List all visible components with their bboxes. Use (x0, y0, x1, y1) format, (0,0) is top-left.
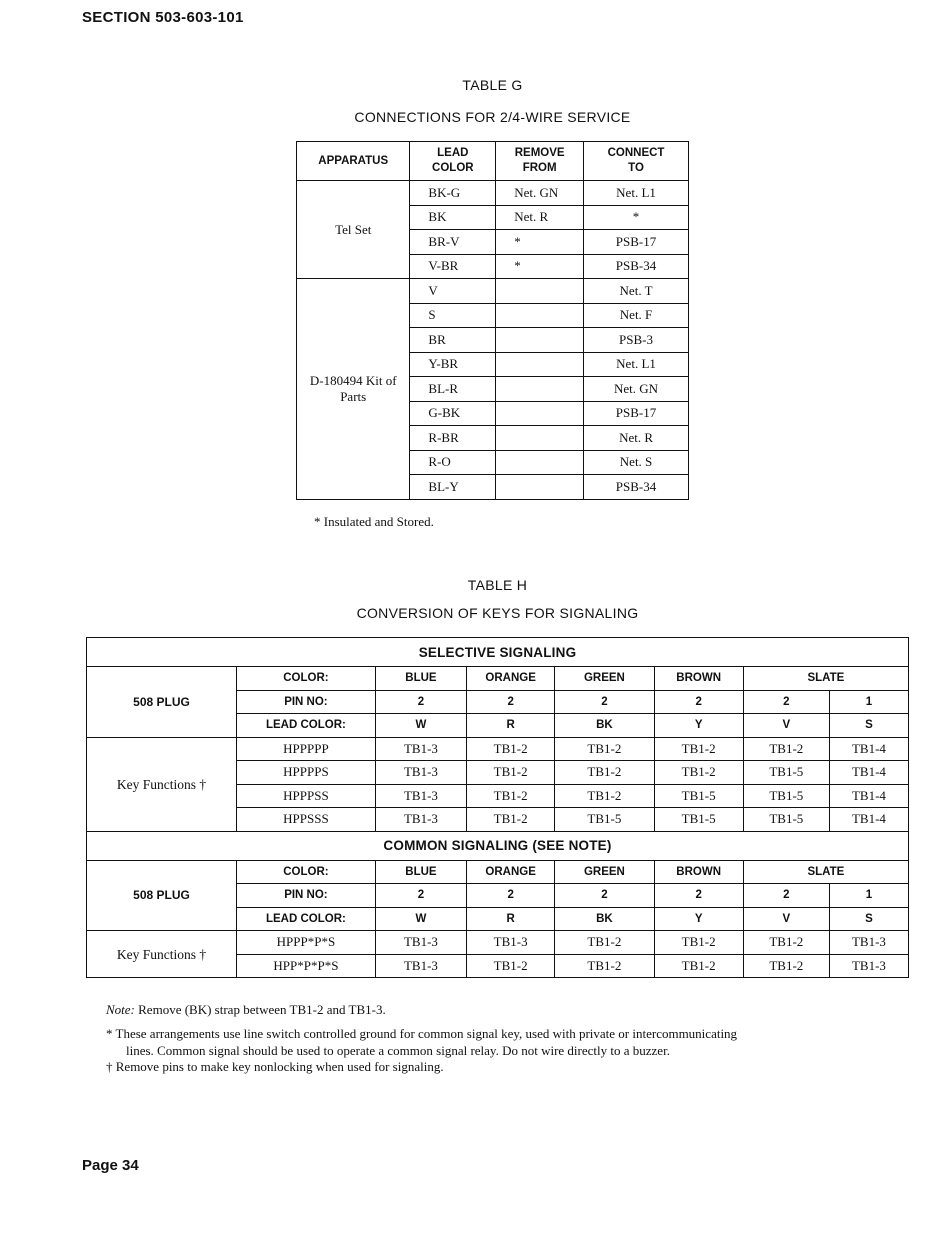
terminal-cell: TB1-3 (375, 808, 466, 832)
pin-cell: 2 (467, 690, 555, 714)
terminal-cell: TB1-5 (743, 761, 829, 785)
remove-from-cell (496, 279, 584, 304)
key-functions-label: Key Functions † (87, 737, 237, 831)
terminal-cell: TB1-2 (467, 954, 555, 978)
lead-color-cell: R-O (410, 450, 496, 475)
star-note-line-1: * These arrangements use line switch controlled ground for common signal key, used with private or intercommunicating (106, 1026, 738, 1041)
star-note-line-2: lines. Common signal should be used to operate a common signal relay. Do not wire directly to a buzzer. (126, 1043, 670, 1058)
lead-color-cell: BR (410, 328, 496, 353)
terminal-cell: TB1-2 (467, 761, 555, 785)
table-g-title: CONNECTIONS FOR 2/4-WIRE SERVICE (354, 109, 631, 125)
lead-cell: V (743, 907, 829, 931)
terminal-cell: TB1-4 (829, 784, 908, 808)
key-row (87, 931, 909, 955)
common-color-row (87, 860, 909, 884)
note-line (106, 1001, 386, 1018)
color-label: COLOR: (237, 667, 376, 691)
terminal-cell: TB1-5 (654, 784, 743, 808)
terminal-cell: TB1-3 (375, 784, 466, 808)
lead-color-cell: BK (410, 205, 496, 230)
color-header: BROWN (654, 860, 743, 884)
header-remove-from: REMOVE FROM (496, 142, 584, 181)
lead-color-cell: Y-BR (410, 352, 496, 377)
header-connect-to: CONNECT TO (584, 142, 689, 181)
lead-color-cell: R-BR (410, 426, 496, 451)
color-header: BLUE (375, 860, 466, 884)
terminal-cell: TB1-2 (654, 737, 743, 761)
dagger-note: † Remove pins to make key nonlocking when used for signaling. (106, 1059, 444, 1074)
table-g (296, 141, 689, 500)
terminal-cell: TB1-2 (743, 737, 829, 761)
note-text: Remove (BK) strap between TB1-2 and TB1-3. (138, 1002, 386, 1017)
key-name-cell: HPPPSS (237, 784, 376, 808)
terminal-cell: TB1-2 (555, 931, 654, 955)
selective-band-row (87, 638, 909, 667)
remove-from-cell (496, 401, 584, 426)
lead-cell: W (375, 714, 466, 738)
terminal-cell: TB1-2 (555, 954, 654, 978)
color-header: SLATE (743, 860, 908, 884)
pin-cell: 2 (375, 884, 466, 908)
remove-from-cell (496, 475, 584, 500)
table-h-label: TABLE H (467, 577, 528, 593)
apparatus-cell: Tel Set (297, 181, 410, 279)
lead-cell: Y (654, 714, 743, 738)
terminal-cell: TB1-5 (743, 784, 829, 808)
connect-to-cell: PSB-17 (584, 230, 689, 255)
pin-cell: 1 (829, 884, 908, 908)
color-header: BROWN (654, 667, 743, 691)
table-h-title: CONVERSION OF KEYS FOR SIGNALING (356, 605, 639, 621)
lead-color-cell: BL-Y (410, 475, 496, 500)
lead-cell: V (743, 714, 829, 738)
plug-label: 508 PLUG (87, 860, 237, 931)
lead-cell: R (467, 714, 555, 738)
lead-color-cell: BL-R (410, 377, 496, 402)
pin-cell: 2 (654, 884, 743, 908)
lead-label: LEAD COLOR: (237, 714, 376, 738)
pin-cell: 2 (375, 690, 466, 714)
pin-cell: 2 (555, 884, 654, 908)
terminal-cell: TB1-2 (654, 954, 743, 978)
remove-from-cell: Net. R (496, 205, 584, 230)
terminal-cell: TB1-2 (743, 931, 829, 955)
terminal-cell: TB1-2 (743, 954, 829, 978)
terminal-cell: TB1-5 (654, 808, 743, 832)
terminal-cell: TB1-3 (375, 761, 466, 785)
terminal-cell: TB1-3 (375, 954, 466, 978)
pin-cell: 2 (555, 690, 654, 714)
terminal-cell: TB1-2 (555, 761, 654, 785)
terminal-cell: TB1-4 (829, 737, 908, 761)
lead-color-cell: BR-V (410, 230, 496, 255)
color-header: ORANGE (467, 860, 555, 884)
table-g-footnote: * Insulated and Stored. (314, 514, 434, 529)
pin-label: PIN NO: (237, 690, 376, 714)
remove-from-cell: Net. GN (496, 181, 584, 206)
common-band-row (87, 831, 909, 860)
connect-to-cell: Net. T (584, 279, 689, 304)
terminal-cell: TB1-3 (375, 737, 466, 761)
lead-cell: R (467, 907, 555, 931)
apparatus-cell: D-180494 Kit of Parts (297, 279, 410, 500)
table-h (86, 637, 909, 978)
pin-cell: 1 (829, 690, 908, 714)
lead-color-cell: V (410, 279, 496, 304)
key-functions-label: Key Functions † (87, 931, 237, 978)
terminal-cell: TB1-3 (375, 931, 466, 955)
remove-from-cell (496, 426, 584, 451)
page-number: Page 34 (82, 1157, 139, 1174)
remove-from-cell (496, 352, 584, 377)
terminal-cell: TB1-2 (467, 808, 555, 832)
color-header: ORANGE (467, 667, 555, 691)
connect-to-cell: Net. GN (584, 377, 689, 402)
terminal-cell: TB1-3 (829, 954, 908, 978)
connect-to-cell: Net. L1 (584, 181, 689, 206)
connect-to-cell: PSB-3 (584, 328, 689, 353)
pin-cell: 2 (743, 690, 829, 714)
key-row (87, 737, 909, 761)
lead-cell: S (829, 907, 908, 931)
plug-label: 508 PLUG (87, 667, 237, 738)
remove-from-cell (496, 328, 584, 353)
lead-color-cell: G-BK (410, 401, 496, 426)
color-label: COLOR: (237, 860, 376, 884)
key-name-cell: HPPPPS (237, 761, 376, 785)
pin-label: PIN NO: (237, 884, 376, 908)
remove-from-cell (496, 303, 584, 328)
lead-cell: BK (555, 907, 654, 931)
color-header: GREEN (555, 860, 654, 884)
lead-cell: BK (555, 714, 654, 738)
note-label: Note: (106, 1002, 135, 1017)
header-apparatus: APPARATUS (297, 142, 410, 181)
pin-cell: 2 (743, 884, 829, 908)
terminal-cell: TB1-2 (467, 737, 555, 761)
terminal-cell: TB1-2 (467, 784, 555, 808)
color-header: SLATE (743, 667, 908, 691)
lead-cell: S (829, 714, 908, 738)
table-g-header-row (297, 142, 689, 181)
color-header: BLUE (375, 667, 466, 691)
lead-color-cell: V-BR (410, 254, 496, 279)
connect-to-cell: PSB-34 (584, 475, 689, 500)
pin-cell: 2 (654, 690, 743, 714)
terminal-cell: TB1-2 (555, 737, 654, 761)
key-name-cell: HPPSSS (237, 808, 376, 832)
selective-band-title: SELECTIVE SIGNALING (87, 638, 909, 667)
terminal-cell: TB1-3 (467, 931, 555, 955)
color-header: GREEN (555, 667, 654, 691)
connect-to-cell: Net. L1 (584, 352, 689, 377)
connect-to-cell: Net. R (584, 426, 689, 451)
lead-color-cell: S (410, 303, 496, 328)
connect-to-cell: Net. S (584, 450, 689, 475)
remove-from-cell (496, 450, 584, 475)
connect-to-cell: PSB-17 (584, 401, 689, 426)
selective-color-row (87, 667, 909, 691)
terminal-cell: TB1-5 (743, 808, 829, 832)
pin-cell: 2 (467, 884, 555, 908)
table-row (297, 279, 689, 304)
remove-from-cell: * (496, 230, 584, 255)
connect-to-cell: * (584, 205, 689, 230)
terminal-cell: TB1-2 (555, 784, 654, 808)
key-name-cell: HPPPPP (237, 737, 376, 761)
key-name-cell: HPPP*P*S (237, 931, 376, 955)
common-band-title: COMMON SIGNALING (SEE NOTE) (87, 831, 909, 860)
remove-from-cell: * (496, 254, 584, 279)
remove-from-cell (496, 377, 584, 402)
table-g-label: TABLE G (462, 77, 523, 93)
section-header: SECTION 503-603-101 (82, 9, 244, 26)
lead-cell: Y (654, 907, 743, 931)
header-lead-color: LEAD COLOR (410, 142, 496, 181)
terminal-cell: TB1-4 (829, 808, 908, 832)
terminal-cell: TB1-2 (654, 931, 743, 955)
terminal-cell: TB1-2 (654, 761, 743, 785)
lead-color-cell: BK-G (410, 181, 496, 206)
connect-to-cell: PSB-34 (584, 254, 689, 279)
terminal-cell: TB1-4 (829, 761, 908, 785)
lead-label: LEAD COLOR: (237, 907, 376, 931)
terminal-cell: TB1-3 (829, 931, 908, 955)
table-row (297, 181, 689, 206)
key-name-cell: HPP*P*P*S (237, 954, 376, 978)
terminal-cell: TB1-5 (555, 808, 654, 832)
lead-cell: W (375, 907, 466, 931)
connect-to-cell: Net. F (584, 303, 689, 328)
